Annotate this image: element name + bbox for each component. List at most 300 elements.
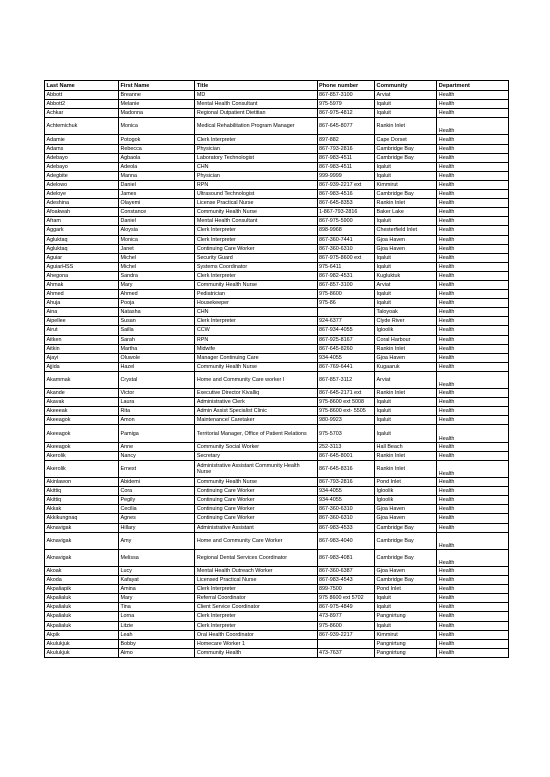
cell-last-name: Akulukjuk xyxy=(45,639,119,648)
table-row xyxy=(45,407,509,416)
cell-community: Hall Beach xyxy=(375,442,437,451)
cell-phone-number: 867-769-6441 xyxy=(317,362,375,371)
table-row xyxy=(45,226,509,235)
cell-title: Continuing Care Worker xyxy=(195,505,317,514)
cell-title: Clerk Interpreter xyxy=(195,271,317,280)
cell-department: Health xyxy=(437,199,509,208)
cell-phone-number: 867-360-6310 xyxy=(317,244,375,253)
table-row xyxy=(45,235,509,244)
cell-title: CHN xyxy=(195,162,317,171)
cell-phone-number: 867-975-8600 ext xyxy=(317,253,375,262)
table-row xyxy=(45,208,509,217)
cell-last-name: Akpalialuk xyxy=(45,594,119,603)
cell-phone-number: 867-983-4516 xyxy=(317,190,375,199)
cell-department: Health xyxy=(437,425,509,442)
cell-last-name: Akpalialuk xyxy=(45,621,119,630)
cell-last-name: Akerolik xyxy=(45,460,119,477)
cell-community: Igloolik xyxy=(375,496,437,505)
table-row xyxy=(45,630,509,639)
cell-last-name: Ajjida xyxy=(45,362,119,371)
cell-last-name: Akeeeak xyxy=(45,407,119,416)
table-row xyxy=(45,190,509,199)
cell-department: Health xyxy=(437,299,509,308)
cell-phone-number: 867-793-2816 xyxy=(317,144,375,153)
cell-first-name: Mary xyxy=(119,594,195,603)
cell-last-name: Afoakwah xyxy=(45,208,119,217)
cell-last-name: Agluktaq xyxy=(45,244,119,253)
cell-last-name: Akeeagok xyxy=(45,442,119,451)
cell-phone-number: 867-857-3112 xyxy=(317,371,375,388)
cell-community: Pangnirtung xyxy=(375,612,437,621)
cell-community: Gjoa Haven xyxy=(375,505,437,514)
cell-first-name: Aimo xyxy=(119,648,195,657)
cell-community: Cambridge Bay xyxy=(375,144,437,153)
cell-first-name: Lucy xyxy=(119,566,195,575)
cell-first-name: Monica xyxy=(119,235,195,244)
cell-community: Taloyoak xyxy=(375,308,437,317)
cell-first-name: Mary xyxy=(119,280,195,289)
cell-title: Clerk Interpreter xyxy=(195,612,317,621)
cell-first-name: Oluwole xyxy=(119,353,195,362)
cell-community: Kimmirut xyxy=(375,630,437,639)
cell-last-name: Ajayi xyxy=(45,353,119,362)
cell-title: Medical Rehabilitation Program Manager xyxy=(195,118,317,135)
cell-last-name: Akoda xyxy=(45,576,119,585)
table-row xyxy=(45,451,509,460)
column-header-community: Community xyxy=(375,81,437,91)
cell-last-name: Adamie xyxy=(45,135,119,144)
cell-phone-number: 867-645-2171 ext xyxy=(317,389,375,398)
cell-department: Health xyxy=(437,639,509,648)
cell-department: Health xyxy=(437,190,509,199)
table-row xyxy=(45,335,509,344)
cell-department: Health xyxy=(437,144,509,153)
cell-phone-number: 867-975-4849 xyxy=(317,603,375,612)
cell-community: Arviat xyxy=(375,371,437,388)
cell-title: Client Service Coordinator xyxy=(195,603,317,612)
table-row xyxy=(45,91,509,100)
cell-title: Regional Dental Services Coordinator xyxy=(195,549,317,566)
table-row xyxy=(45,639,509,648)
cell-title: Physician xyxy=(195,144,317,153)
cell-last-name: Achtemichuk xyxy=(45,118,119,135)
cell-first-name: Hazel xyxy=(119,362,195,371)
cell-last-name: Adeshina xyxy=(45,199,119,208)
table-row xyxy=(45,162,509,171)
cell-title: MD xyxy=(195,91,317,100)
cell-title: Community Social Worker xyxy=(195,442,317,451)
cell-title: Physician xyxy=(195,171,317,180)
column-header-department: Department xyxy=(437,81,509,91)
cell-phone-number: 867-983-4543 xyxy=(317,576,375,585)
table-row xyxy=(45,217,509,226)
cell-title: Continuing Care Worker xyxy=(195,514,317,523)
cell-department: Health xyxy=(437,612,509,621)
cell-first-name: Lorna xyxy=(119,612,195,621)
cell-title: Community Health Nurse xyxy=(195,208,317,217)
cell-phone-number: 252-3113 xyxy=(317,442,375,451)
cell-first-name: Michel xyxy=(119,262,195,271)
table-row xyxy=(45,299,509,308)
cell-first-name: Sarah xyxy=(119,335,195,344)
cell-department: Health xyxy=(437,389,509,398)
table-row xyxy=(45,442,509,451)
cell-first-name: Crystal xyxy=(119,371,195,388)
cell-phone-number: 867-925-8167 xyxy=(317,335,375,344)
cell-first-name: Pamiga xyxy=(119,425,195,442)
cell-phone-number: 999-9999 xyxy=(317,171,375,180)
cell-first-name: Litzie xyxy=(119,621,195,630)
cell-last-name: Akulukjuk xyxy=(45,648,119,657)
table-row xyxy=(45,344,509,353)
cell-first-name: Rita xyxy=(119,407,195,416)
table-row xyxy=(45,135,509,144)
table-row xyxy=(45,532,509,549)
table-row xyxy=(45,594,509,603)
cell-title: Midwife xyxy=(195,344,317,353)
cell-title: RPN xyxy=(195,180,317,189)
cell-title: Manager Continuing Care xyxy=(195,353,317,362)
cell-community: Gjoa Haven xyxy=(375,514,437,523)
table-row xyxy=(45,648,509,657)
staff-directory-table xyxy=(44,80,509,658)
cell-department: Health xyxy=(437,290,509,299)
table-row xyxy=(45,398,509,407)
cell-community: Cambridge Bay xyxy=(375,576,437,585)
cell-department: Health xyxy=(437,208,509,217)
cell-department: Health xyxy=(437,487,509,496)
cell-community: Iqaluit xyxy=(375,100,437,109)
cell-phone-number: 934-4055 xyxy=(317,487,375,496)
cell-community: Rankin Inlet xyxy=(375,344,437,353)
cell-phone-number: 897-882 xyxy=(317,135,375,144)
table-row xyxy=(45,144,509,153)
cell-community: Clyde River xyxy=(375,317,437,326)
cell-last-name: Agluktaq xyxy=(45,235,119,244)
cell-community: Chesterfield Inlet xyxy=(375,226,437,235)
cell-department: Health xyxy=(437,226,509,235)
cell-title: Community Health Nurse xyxy=(195,280,317,289)
cell-title: Homecare Worker 1 xyxy=(195,639,317,648)
cell-title: Continuing Care Worker xyxy=(195,496,317,505)
cell-title: Admin Assist Specialist Clinic xyxy=(195,407,317,416)
cell-phone-number: 867-360-6310 xyxy=(317,514,375,523)
cell-community: Cambridge Bay xyxy=(375,523,437,532)
cell-community: Iqaluit xyxy=(375,299,437,308)
cell-community: Gjoa Haven xyxy=(375,244,437,253)
table-row xyxy=(45,109,509,118)
cell-community: Arviat xyxy=(375,280,437,289)
table-row xyxy=(45,308,509,317)
cell-last-name: Adebayo xyxy=(45,162,119,171)
cell-last-name: Akande xyxy=(45,389,119,398)
staff-directory-sheet xyxy=(44,80,509,658)
table-row xyxy=(45,460,509,477)
cell-first-name: Manna xyxy=(119,171,195,180)
cell-last-name: Akkikungnaq xyxy=(45,514,119,523)
cell-title: Clerk Interpreter xyxy=(195,235,317,244)
cell-first-name: Monica xyxy=(119,118,195,135)
cell-department: Health xyxy=(437,514,509,523)
cell-first-name: Agnes xyxy=(119,514,195,523)
cell-last-name: Aknavigak xyxy=(45,523,119,532)
cell-title: Community Health Nurse xyxy=(195,478,317,487)
cell-first-name: Amy xyxy=(119,532,195,549)
cell-phone-number: 975-8600 ext- 5505 xyxy=(317,407,375,416)
table-row xyxy=(45,496,509,505)
cell-community: Kugluktuk xyxy=(375,271,437,280)
cell-first-name: Ernest xyxy=(119,460,195,477)
cell-last-name: Akpaliapik xyxy=(45,585,119,594)
cell-first-name: Kafayat xyxy=(119,576,195,585)
cell-phone-number: 975 8600 ext 5702 xyxy=(317,594,375,603)
table-row xyxy=(45,425,509,442)
table-row xyxy=(45,566,509,575)
cell-phone-number: 867-983-4511 xyxy=(317,153,375,162)
cell-phone-number: 867-983-4533 xyxy=(317,523,375,532)
table-row xyxy=(45,603,509,612)
cell-first-name: Martha xyxy=(119,344,195,353)
cell-department: Health xyxy=(437,253,509,262)
cell-department: Health xyxy=(437,235,509,244)
cell-community: Iqaluit xyxy=(375,407,437,416)
column-header-phone-number: Phone number xyxy=(317,81,375,91)
cell-first-name: Madonna xyxy=(119,109,195,118)
cell-phone-number: 867-793-2816 xyxy=(317,478,375,487)
cell-community: Iqaluit xyxy=(375,621,437,630)
cell-phone-number: 473-8977 xyxy=(317,612,375,621)
cell-last-name: Abbott xyxy=(45,91,119,100)
cell-last-name: Akerolik xyxy=(45,451,119,460)
cell-department: Health xyxy=(437,180,509,189)
table-row xyxy=(45,280,509,289)
table-row xyxy=(45,371,509,388)
cell-first-name: Rebecca xyxy=(119,144,195,153)
cell-phone-number: 980-9923 xyxy=(317,416,375,425)
cell-first-name: Pooja xyxy=(119,299,195,308)
cell-title: CCW xyxy=(195,326,317,335)
cell-first-name: Abidemi xyxy=(119,478,195,487)
cell-last-name: Aitken xyxy=(45,335,119,344)
table-row xyxy=(45,621,509,630)
cell-title: Security Guard xyxy=(195,253,317,262)
cell-department: Health xyxy=(437,271,509,280)
cell-phone-number: 867-645-8260 xyxy=(317,344,375,353)
cell-title: Territorial Manager, Office of Patient Relations xyxy=(195,425,317,442)
cell-last-name: Adeloye xyxy=(45,190,119,199)
cell-last-name: Ahegona xyxy=(45,271,119,280)
cell-last-name: Ahuja xyxy=(45,299,119,308)
cell-department: Health xyxy=(437,532,509,549)
cell-phone-number: 898-9968 xyxy=(317,226,375,235)
table-row xyxy=(45,326,509,335)
cell-community: Kugaaruk xyxy=(375,362,437,371)
cell-last-name: Aggark xyxy=(45,226,119,235)
cell-department: Health xyxy=(437,353,509,362)
cell-community: Cape Dorset xyxy=(375,135,437,144)
column-header-first-name: First Name xyxy=(119,81,195,91)
cell-first-name: Aloysia xyxy=(119,226,195,235)
cell-phone-number: 975-8600 ext 5008 xyxy=(317,398,375,407)
cell-phone-number: 473-7637 xyxy=(317,648,375,657)
cell-phone-number: 867-939-2217 ext xyxy=(317,180,375,189)
cell-phone-number: 924-6377 xyxy=(317,317,375,326)
cell-department: Health xyxy=(437,585,509,594)
cell-title: Clerk Interpreter xyxy=(195,585,317,594)
cell-first-name: Agbaola xyxy=(119,153,195,162)
cell-community: Rankin Inlet xyxy=(375,118,437,135)
cell-last-name: Adegbite xyxy=(45,171,119,180)
cell-department: Health xyxy=(437,549,509,566)
cell-department: Health xyxy=(437,362,509,371)
cell-title: Home and Community Care Worker xyxy=(195,532,317,549)
cell-department: Health xyxy=(437,308,509,317)
cell-department: Health xyxy=(437,244,509,253)
cell-last-name: Aknavigak xyxy=(45,532,119,549)
cell-first-name: Tina xyxy=(119,603,195,612)
cell-first-name: Ahmed xyxy=(119,290,195,299)
cell-department: Health xyxy=(437,135,509,144)
cell-title: Laboratory Technologist xyxy=(195,153,317,162)
cell-last-name: Aitkin xyxy=(45,344,119,353)
cell-community: Iqaluit xyxy=(375,262,437,271)
cell-first-name: Daniel xyxy=(119,217,195,226)
header-row xyxy=(45,81,509,91)
table-row xyxy=(45,317,509,326)
cell-first-name: Adeola xyxy=(119,162,195,171)
cell-last-name: Aguiar xyxy=(45,253,119,262)
table-row xyxy=(45,262,509,271)
cell-department: Health xyxy=(437,478,509,487)
cell-community: Rankin Inlet xyxy=(375,451,437,460)
cell-department: Health xyxy=(437,576,509,585)
cell-phone-number: 867-983-4040 xyxy=(317,532,375,549)
cell-title: License Practical Nurse xyxy=(195,199,317,208)
cell-department: Health xyxy=(437,523,509,532)
cell-first-name: Natasha xyxy=(119,308,195,317)
cell-department: Health xyxy=(437,344,509,353)
cell-phone-number: 1-867-793-2816 xyxy=(317,208,375,217)
cell-title: Maintenance/ Caretaker xyxy=(195,416,317,425)
cell-department: Health xyxy=(437,100,509,109)
cell-phone-number: 867-983-4081 xyxy=(317,549,375,566)
cell-last-name: Afram xyxy=(45,217,119,226)
cell-last-name: Akpalialuk xyxy=(45,612,119,621)
cell-community: Gjoa Haven xyxy=(375,566,437,575)
cell-department: Health xyxy=(437,594,509,603)
table-row xyxy=(45,353,509,362)
cell-community: Igloolik xyxy=(375,326,437,335)
cell-last-name: Ahmed xyxy=(45,290,119,299)
cell-first-name: Breanne xyxy=(119,91,195,100)
cell-phone-number: 867-645-8001 xyxy=(317,451,375,460)
cell-first-name: Laura xyxy=(119,398,195,407)
cell-title: Administrative Clerk xyxy=(195,398,317,407)
cell-first-name: Hillary xyxy=(119,523,195,532)
cell-community: Cambridge Bay xyxy=(375,532,437,549)
cell-community: Pond Inlet xyxy=(375,478,437,487)
cell-community: Cambridge Bay xyxy=(375,549,437,566)
table-row xyxy=(45,389,509,398)
cell-phone-number: 867-645-8353 xyxy=(317,199,375,208)
cell-phone-number: 867-645-8316 xyxy=(317,460,375,477)
table-row xyxy=(45,576,509,585)
cell-title: Oral Health Coordinator xyxy=(195,630,317,639)
cell-community: Coral Harbour xyxy=(375,335,437,344)
cell-last-name: AguiarHSS xyxy=(45,262,119,271)
cell-first-name: Cecilia xyxy=(119,505,195,514)
cell-first-name: Nancy xyxy=(119,451,195,460)
cell-phone-number: 867-975-4812 xyxy=(317,109,375,118)
cell-first-name: Amina xyxy=(119,585,195,594)
cell-last-name: Akkak xyxy=(45,505,119,514)
cell-title: CHN xyxy=(195,308,317,317)
cell-community: Pangnirtung xyxy=(375,648,437,657)
cell-first-name: Amon xyxy=(119,416,195,425)
cell-department: Health xyxy=(437,460,509,477)
cell-department: Health xyxy=(437,109,509,118)
cell-phone-number: 867-857-3100 xyxy=(317,280,375,289)
cell-community: Rankin Inlet xyxy=(375,460,437,477)
table-row xyxy=(45,514,509,523)
cell-last-name: Akeeagok xyxy=(45,425,119,442)
cell-phone-number: 867-360-7441 xyxy=(317,235,375,244)
cell-phone-number: 975-5703 xyxy=(317,425,375,442)
cell-title: Clerk Interpreter xyxy=(195,621,317,630)
cell-first-name: James xyxy=(119,190,195,199)
table-row xyxy=(45,290,509,299)
cell-department: Health xyxy=(437,118,509,135)
cell-first-name: Pegily xyxy=(119,496,195,505)
cell-department: Health xyxy=(437,621,509,630)
cell-department: Health xyxy=(437,451,509,460)
cell-last-name: Akinlawon xyxy=(45,478,119,487)
cell-title: Continuing Care Worker xyxy=(195,487,317,496)
table-row xyxy=(45,253,509,262)
cell-community: Iqaluit xyxy=(375,603,437,612)
cell-first-name: Constance xyxy=(119,208,195,217)
cell-title: Administrative Assistant Community Health Nurse xyxy=(195,460,317,477)
table-row xyxy=(45,585,509,594)
cell-department: Health xyxy=(437,326,509,335)
cell-phone-number: 934-4055 xyxy=(317,353,375,362)
cell-department: Health xyxy=(437,162,509,171)
cell-community: Iqaluit xyxy=(375,398,437,407)
cell-department: Health xyxy=(437,280,509,289)
cell-phone-number: 867-934-4055 xyxy=(317,326,375,335)
cell-last-name: Akammak xyxy=(45,371,119,388)
table-row xyxy=(45,549,509,566)
cell-title: Ultrasound Technologist xyxy=(195,190,317,199)
cell-department: Health xyxy=(437,505,509,514)
cell-last-name: Airut xyxy=(45,326,119,335)
cell-phone-number: 934-4055 xyxy=(317,496,375,505)
cell-last-name: Akittiq xyxy=(45,487,119,496)
cell-last-name: Akpik xyxy=(45,630,119,639)
table-row xyxy=(45,171,509,180)
column-header-last-name: Last Name xyxy=(45,81,119,91)
cell-department: Health xyxy=(437,566,509,575)
cell-community: Rankin Inlet xyxy=(375,389,437,398)
cell-phone-number xyxy=(317,639,375,648)
cell-last-name: Akpalialuk xyxy=(45,603,119,612)
cell-department: Health xyxy=(437,416,509,425)
cell-last-name: Akittiq xyxy=(45,496,119,505)
cell-first-name: Sandra xyxy=(119,271,195,280)
cell-phone-number: 867-645-8077 xyxy=(317,118,375,135)
cell-first-name: Victor xyxy=(119,389,195,398)
cell-last-name: Achkar xyxy=(45,109,119,118)
